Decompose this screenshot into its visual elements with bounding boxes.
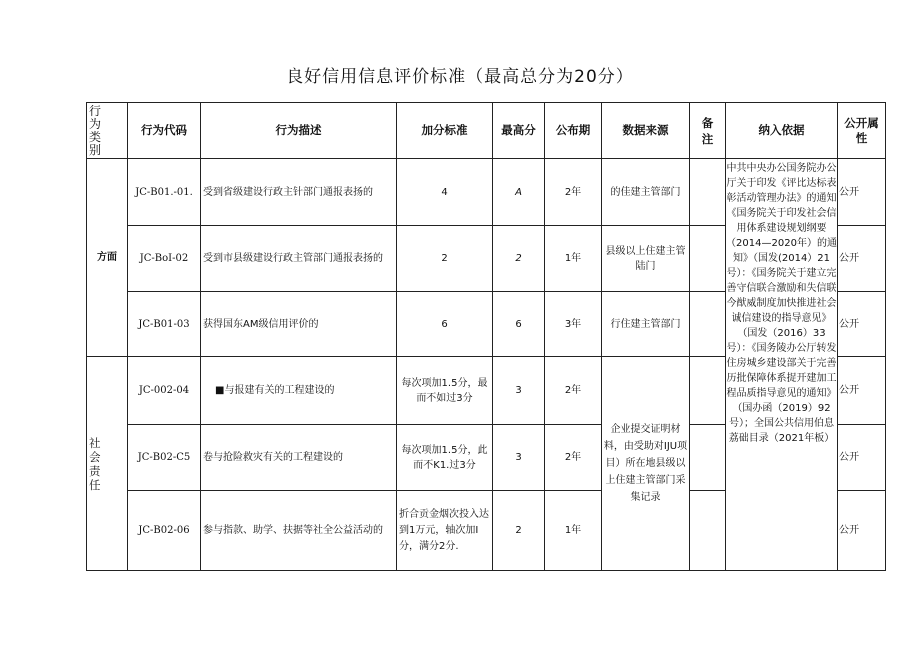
row-attr: 公开 xyxy=(838,491,886,571)
row-max: 2 xyxy=(493,226,545,292)
row-note xyxy=(690,292,726,357)
row-attr: 公开 xyxy=(838,159,886,226)
row-attr: 公开 xyxy=(838,226,886,292)
header-basis: 纳入依据 xyxy=(726,103,838,159)
header-score: 加分标准 xyxy=(397,103,493,159)
header-attr: 公开属性 xyxy=(838,103,886,159)
source-cell: 企业提交证明材料，由受助对IJU项目）所在地县级以上住建主管部门采集记录 xyxy=(602,357,690,571)
row-desc: 获得国东AM级信用评价的 xyxy=(201,292,397,357)
row-score: 折合贡金烟次投入达到1万元，轴次加I分，满分2分. xyxy=(397,491,493,571)
row-code: JC-BoI-02 xyxy=(128,226,201,292)
header-period: 公布期 xyxy=(545,103,602,159)
row-note xyxy=(690,425,726,491)
row-source: 县级以上住建主管陆门 xyxy=(602,226,690,292)
row-note xyxy=(690,226,726,292)
row-period: 1年 xyxy=(545,491,602,571)
table-row xyxy=(87,159,886,226)
row-code: JC-B01-03 xyxy=(128,292,201,357)
header-category: 行为类别 xyxy=(87,103,128,159)
row-attr: 公开 xyxy=(838,425,886,491)
row-source: 的佳建主管部门 xyxy=(602,159,690,226)
row-code: JC-002-04 xyxy=(128,357,201,425)
row-note xyxy=(690,491,726,571)
row-max: 2 xyxy=(493,491,545,571)
row-period: 3年 xyxy=(545,292,602,357)
header-note: 备注 xyxy=(690,103,726,159)
row-period: 2年 xyxy=(545,159,602,226)
row-code: JC-B02-06 xyxy=(128,491,201,571)
row-attr: 公开 xyxy=(838,357,886,425)
row-attr: 公开 xyxy=(838,292,886,357)
row-desc: ■与报建有关的工程建设的 xyxy=(201,357,397,425)
row-desc: 受到省级建设行政主针部门通报表扬的 xyxy=(201,159,397,226)
row-max: 3 xyxy=(493,425,545,491)
basis-cell: 中共中央办公国务院办公厅关于印发《评比达标表彰活动管理办法》的通知《国务院关于印发社会信用体系建设规划纲要（2014—2020年）的通知》（国发(2014）21号）：《国务院关于建立完善守信联合激励和失信联今猷威制度加快推进社会诚信建设的指导意见》（国发（2016）33号）：《国务陵办公厅转发住房城乡建设部关于完善历批保障体系捉开建加工程品质指导意见的通知》（国办函（2019）92号）；全国公共信用伯息荔础目录（2021年板） xyxy=(726,159,838,571)
category-cell: 社会责任 xyxy=(87,357,128,571)
row-desc: 卷与抢险救灾有关的工程建设的 xyxy=(201,425,397,491)
row-score: 4 xyxy=(397,159,493,226)
row-code: JC-B01.-01. xyxy=(128,159,201,226)
header-desc: 行为描述 xyxy=(201,103,397,159)
header-code: 行为代码 xyxy=(128,103,201,159)
header-row xyxy=(87,103,886,159)
row-note xyxy=(690,357,726,425)
category-cell: 方面 xyxy=(87,159,128,357)
row-max: 3 xyxy=(493,357,545,425)
evaluation-table xyxy=(86,102,886,571)
header-source: 数据来源 xyxy=(602,103,690,159)
page-title: 良好信用信息评价标准（最高总分为20分） xyxy=(286,67,634,87)
row-period: 1年 xyxy=(545,226,602,292)
row-score: 2 xyxy=(397,226,493,292)
row-source: 行住建主管部门 xyxy=(602,292,690,357)
header-max: 最高分 xyxy=(493,103,545,159)
row-score: 每次项加1.5分，此而不K1.过3分 xyxy=(397,425,493,491)
row-desc: 参与指款、助学、扶据等社全公益活动的 xyxy=(201,491,397,571)
row-note xyxy=(690,159,726,226)
row-code: JC-B02-C5 xyxy=(128,425,201,491)
row-max: 6 xyxy=(493,292,545,357)
row-period: 2年 xyxy=(545,425,602,491)
row-desc: 受到市县级建设行政主管部门通报表扬的 xyxy=(201,226,397,292)
row-score: 每次项加1.5分，最而不如过3分 xyxy=(397,357,493,425)
row-period: 2年 xyxy=(545,357,602,425)
row-max: A xyxy=(493,159,545,226)
row-score: 6 xyxy=(397,292,493,357)
